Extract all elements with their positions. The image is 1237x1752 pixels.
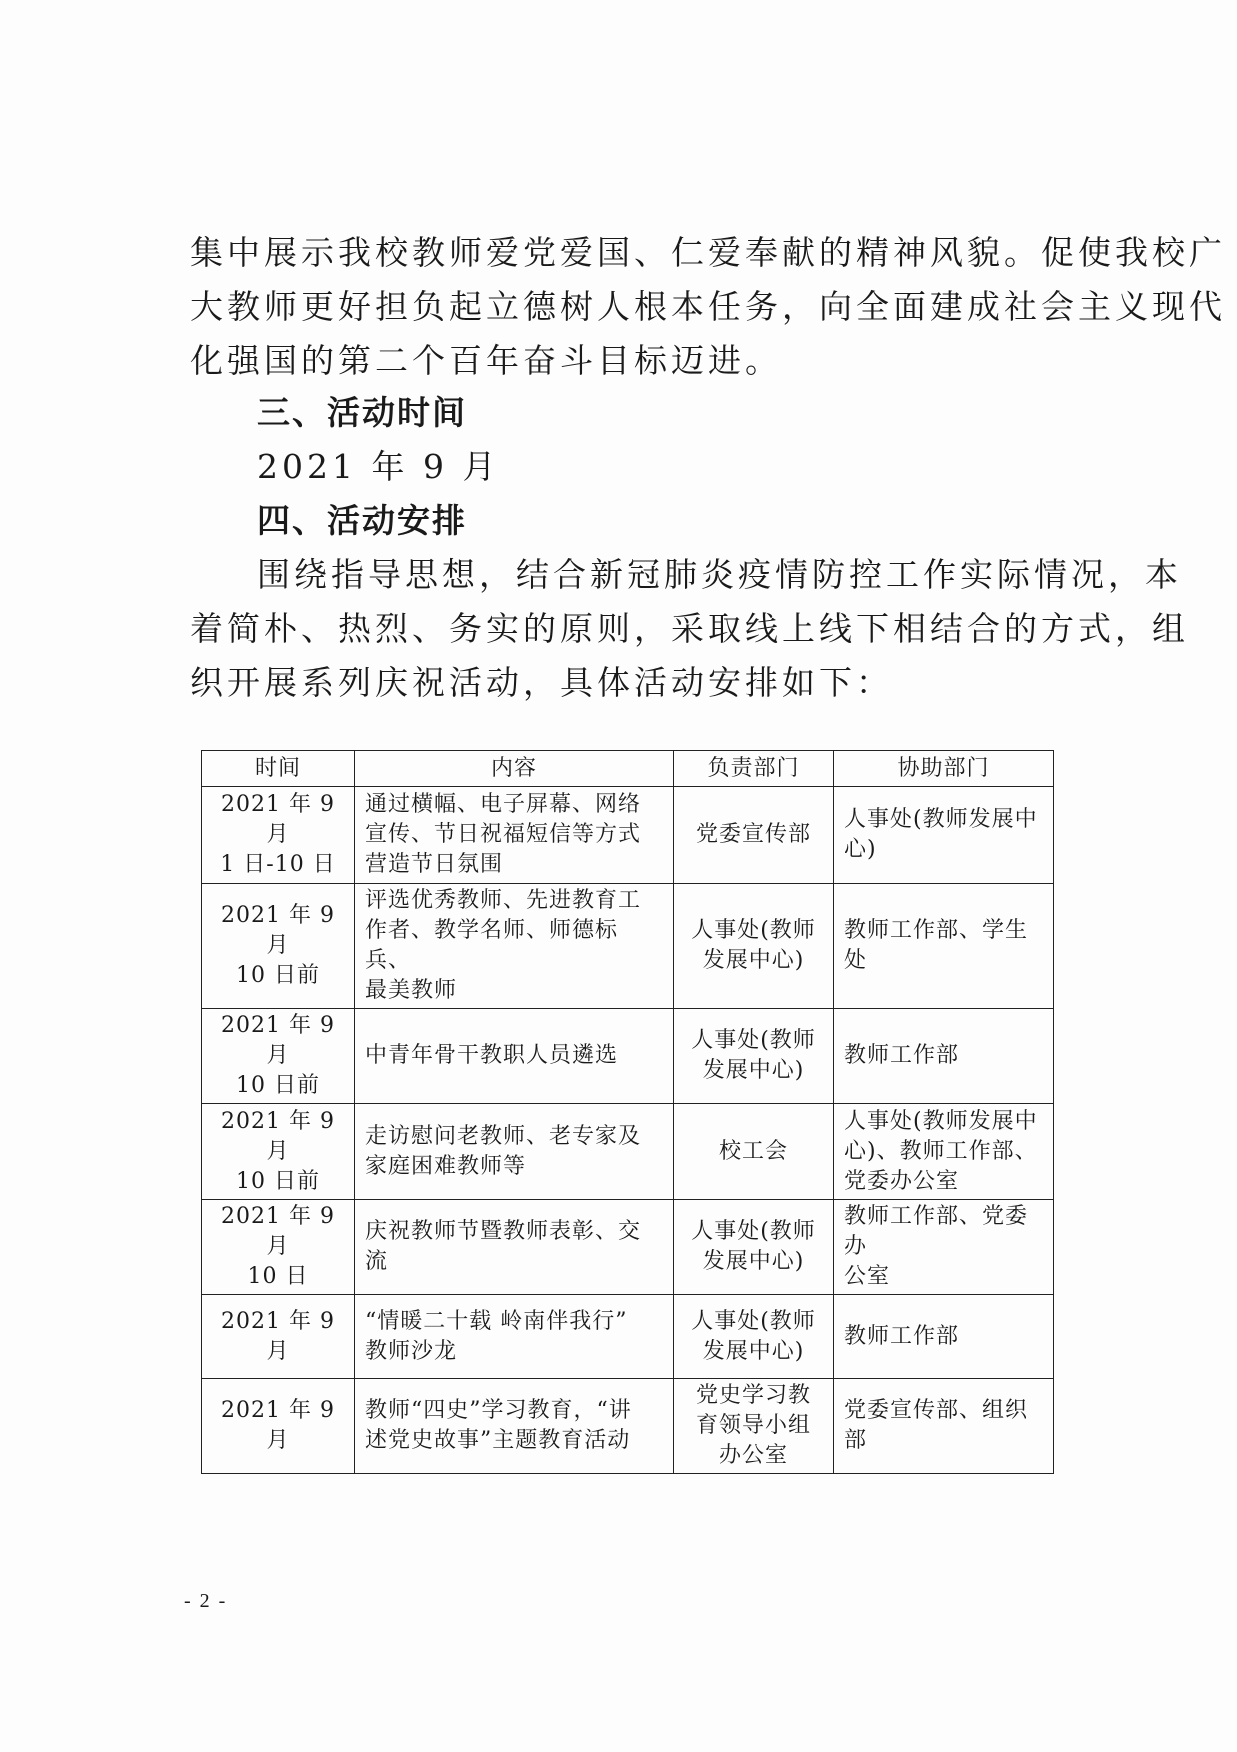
cell-time: 2021 年 9 月 10 日 [202, 1200, 355, 1295]
header-responsible: 负责部门 [674, 751, 834, 787]
cell-time: 2021 年 9 月 [202, 1295, 355, 1379]
header-time: 时间 [202, 751, 355, 787]
activity-time-text: 2021 年 9 月 [257, 447, 500, 486]
table-row [202, 1104, 1054, 1200]
cell-content: “情暖二十载 岭南伴我行” 教师沙龙 [355, 1295, 674, 1379]
activity-schedule-table [201, 750, 1054, 1474]
table-row [202, 884, 1054, 1009]
cell-responsible: 人事处(教师 发展中心) [674, 1200, 834, 1295]
cell-content: 庆祝教师节暨教师表彰、交 流 [355, 1200, 674, 1295]
header-content: 内容 [355, 751, 674, 787]
cell-assist: 人事处(教师发展中 心)、教师工作部、 党委办公室 [834, 1104, 1054, 1200]
paragraph-line: 化强国的第二个百年奋斗目标迈进。 [190, 341, 782, 380]
cell-assist: 党委宣传部、组织部 [834, 1379, 1054, 1474]
table-header-row [202, 751, 1054, 787]
cell-responsible: 人事处(教师 发展中心) [674, 1009, 834, 1104]
cell-time: 2021 年 9 月 10 日前 [202, 1104, 355, 1200]
cell-responsible: 校工会 [674, 1104, 834, 1200]
page-number: - 2 - [184, 1590, 228, 1612]
cell-time: 2021 年 9 月 10 日前 [202, 1009, 355, 1104]
cell-assist: 教师工作部、学生处 [834, 884, 1054, 1009]
paragraph-line: 着简朴、热烈、务实的原则，采取线上线下相结合的方式，组 [190, 609, 1189, 648]
cell-content: 走访慰问老教师、老专家及 家庭困难教师等 [355, 1104, 674, 1200]
cell-responsible: 党史学习教 育领导小组 办公室 [674, 1379, 834, 1474]
cell-assist: 教师工作部 [834, 1295, 1054, 1379]
section-heading-arrangement: 四、活动安排 [257, 501, 467, 540]
table-row [202, 1379, 1054, 1474]
header-assist: 协助部门 [834, 751, 1054, 787]
table-row [202, 1295, 1054, 1379]
paragraph-line: 大教师更好担负起立德树人根本任务，向全面建成社会主义现代 [190, 287, 1226, 326]
cell-responsible: 人事处(教师 发展中心) [674, 1295, 834, 1379]
cell-content: 评选优秀教师、先进教育工 作者、教学名师、师德标兵、 最美教师 [355, 884, 674, 1009]
cell-content: 通过横幅、电子屏幕、网络 宣传、节日祝福短信等方式 营造节日氛围 [355, 787, 674, 884]
cell-assist: 教师工作部、党委办 公室 [834, 1200, 1054, 1295]
cell-assist: 人事处(教师发展中 心) [834, 787, 1054, 884]
section-heading-time: 三、活动时间 [257, 393, 467, 432]
paragraph-line: 围绕指导思想，结合新冠肺炎疫情防控工作实际情况，本 [257, 555, 1182, 594]
table-row [202, 1009, 1054, 1104]
cell-responsible: 党委宣传部 [674, 787, 834, 884]
paragraph-line: 集中展示我校教师爱党爱国、仁爱奉献的精神风貌。促使我校广 [190, 233, 1226, 272]
cell-time: 2021 年 9 月 1 日-10 日 [202, 787, 355, 884]
paragraph-line: 织开展系列庆祝活动，具体活动安排如下： [190, 663, 893, 702]
cell-content: 教师“四史”学习教育，“讲 述党史故事”主题教育活动 [355, 1379, 674, 1474]
cell-responsible: 人事处(教师 发展中心) [674, 884, 834, 1009]
cell-time: 2021 年 9 月 10 日前 [202, 884, 355, 1009]
cell-time: 2021 年 9 月 [202, 1379, 355, 1474]
cell-content: 中青年骨干教职人员遴选 [355, 1009, 674, 1104]
table-row [202, 787, 1054, 884]
cell-assist: 教师工作部 [834, 1009, 1054, 1104]
table-row [202, 1200, 1054, 1295]
